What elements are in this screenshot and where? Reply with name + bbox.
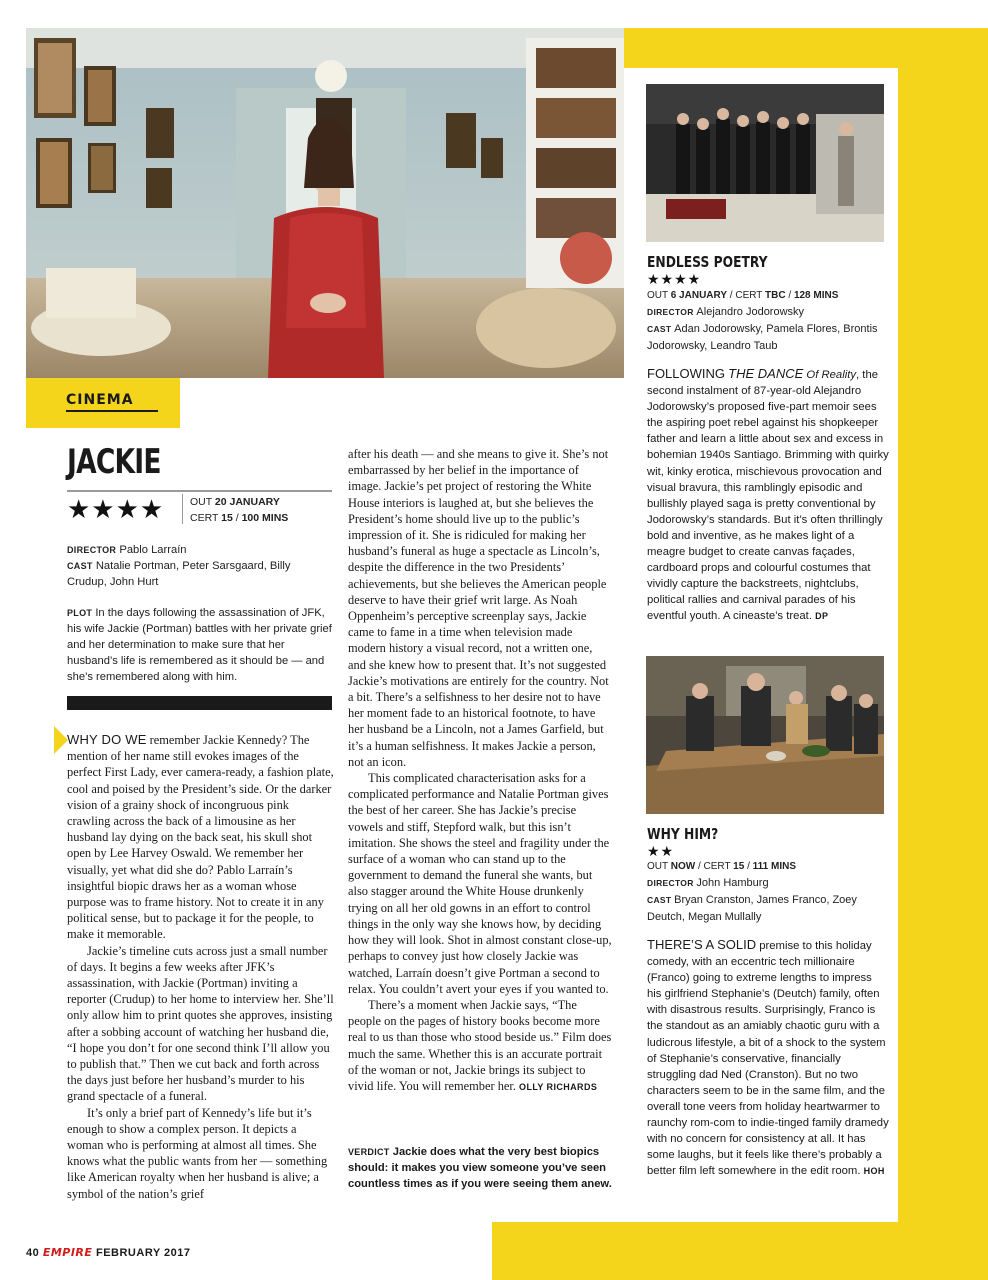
why-him-text: premise to this holiday comedy, with an eccentric tech millionaire (Franco) going to extreme lengths to impress his girlfriend Stephanie’s (Deutch) family, often with disastrous results. Surprisingly, Franco is the standout as an amiably chaotic guru with a ludicrous lifestyle, a bit of a shock to the system of Stephanie’s conservative, financially struggling dad Ned (Cranston). But no two characters seem to be in the same film, and the overall tone veers from holiday heartwarmer to raunchy rom-com to indie-tinged family dramedy with no concern for consistency at all. It has some laughs, but it feels like there’s probably a better film left somewhere in the edit room. [647,940,889,1178]
endless-poetry-signature: DP [815,611,829,622]
issue-date: FEBRUARY 2017 [95,1247,191,1259]
cast-list: Bryan Cranston, James Franco, Zoey Deutch, Megan Mullally [647,894,857,923]
cast-list: Natalie Portman, Peter Sarsgaard, Billy Crudup, John Hurt [67,560,291,588]
jackie-paragraph-1: remember Jackie Kennedy? The mention of her name still evokes images of the perfect First Lady, ever camera-ready, a fashion plate, cool and poised by the President’s side. Or the darker vision of a grainy shock of incongruous pink crawling across the back of a limousine as her husband lay dying on the back seat, his skull shot open by Lee Harvey Oswald. We remember her visually, yet what did she do? Pablo Larraín’s insightful biopic draws her as a woman whose purpose was to frame history. Not to create it in any political sense, but to package it for the people, to make it memorable. [67,733,334,942]
why-him-title: WHY HIM? [647,825,719,843]
runtime: 128 MINS [793,290,839,301]
jackie-photo [26,28,624,378]
jackie-rating-rule [67,490,332,492]
jackie-star-rating: ★★★★ [67,494,165,524]
cert-label: CERT [735,290,763,301]
endless-poetry-lead-title-rest: Of Reality [806,369,857,381]
director-label: DIRECTOR [647,878,694,888]
out-label: OUT [190,496,212,508]
cert-value: 15 [221,512,233,524]
jackie-body-col2 [348,446,612,1095]
director-label: DIRECTOR [67,545,117,555]
cast-list: Adan Jodorowsky, Pamela Flores, Brontis Jodorowsky, Leandro Taub [647,323,878,352]
cast-label: CAST [647,895,672,905]
jackie-paragraph-4: after his death — and she means to give it. She’s not embarrassed by her belief in the importance of image. Jackie’s pet project of restoring the White House interiors is laughed at, but she believes the President’s home should live up to the public’s impression of it. She is ridiculed for making her husband’s funeral as huge a spectacle as Lincoln’s, despite the difference in the two Presidents’ achievements, but she believes the American people deserve to have their grief writ large. As Noah Oppenheim’s perceptive screenplay says, Jackie came to fame in a time when television made modern history a visual record, not a written one, and she knew how to present that. It’s not suggested Jackie’s motivations are entirely for the country. Not a bit. There’s a selfishness to her desire not to have her moment fade to an historical footnote, to have her husband be a Lincoln, not a James Garfield, but it’s a human selfishness. It makes Jackie a person, not an icon. [348,447,609,769]
out-label: OUT [647,290,668,301]
magazine-logo: EMPIRE [42,1246,93,1259]
verdict-text: Jackie does what the very best biopics should: it makes you view someone you’ve seen countless times as if you were seeing them anew. [348,1146,612,1190]
jackie-meta-divider [182,494,183,524]
jackie-release-info: OUT 20 JANUARY CERT 15 / 100 MINS [190,496,289,524]
runtime: 100 MINS [241,512,289,524]
why-him-photo [646,656,884,814]
plot-label: PLOT [67,608,93,618]
page-footer [26,1246,191,1259]
jackie-paragraph-5: This complicated characterisation asks for a complicated performance and Natalie Portman gives the best of her career. She has Jackie’s precise vowels and stiff, Stepford walk, but this isn’t imitation. She shows the steel and fragility under the surface of a woman who can stand up to the government to demand the funeral she wants, but also stagger around the White House drunkenly trying on all her old gowns in an effort to control things in the only way she knows how, by deciding how they will look. Shot in almost constant close-up, perhaps to convey just how closely Jackie was watched, Larraín doesn’t give Portman a second to relax. You couldn’t avert your eyes if you wanted to. [348,771,612,996]
section-label: CINEMA [66,392,158,412]
jackie-lead-in: WHY DO WE [67,732,147,747]
release-date: 6 JANUARY [670,290,728,301]
cast-label: CAST [647,324,672,334]
endless-poetry-photo [646,84,884,242]
endless-poetry-meta: OUT 6 JANUARY / CERT TBC / 128 MINS DIRECTOR Alejandro Jodorowsky CAST Adan Jodorowsky, Pamela Flores, Brontis Jodorowsky, Leandro Taub [647,290,878,352]
endless-poetry-lead-in: FOLLOWING [647,366,726,381]
page-number: 40 [26,1247,40,1259]
jackie-credits [67,542,327,590]
director-name: John Hamburg [696,877,769,889]
cast-label: CAST [67,561,93,571]
cert-value: 15 [733,861,745,872]
why-him-lead-in: THERE’S A SOLID [647,937,757,952]
why-him-signature: HOH [863,1166,885,1177]
endless-poetry-body [647,366,889,625]
jackie-divider-bar [67,696,332,710]
jackie-verdict [348,1144,612,1192]
why-him-body [647,937,889,1179]
jackie-signature: OLLY RICHARDS [519,1081,598,1092]
plot-text: In the days following the assassination of JFK, his wife Jackie (Portman) battles with her private grief and her determination to make sure that her husband’s life is remembered as it should be — and she’s remembered along with him. [67,607,332,683]
jackie-paragraph-6: There’s a moment when Jackie says, “The people on the pages of history books become more real to us than those who stood beside us.” Film does much the same. Whether this is an accurate portrait of the woman or not, Jackie brings its subject to vivid life. You will remember her. [348,997,612,1093]
cert-label: CERT [703,861,731,872]
verdict-label: VERDICT [348,1147,390,1157]
endless-poetry-text: , the second instalment of 87-year-old Alejandro Jodorowsky’s proposed five-part memoir sees the aspiring poet rebel against his shopkeeper father and learn a little about sex and excess in bohemian 1940s Santiago. Brimming with quirky wit, kinky erotica, mischievous provocation and visual bravura, this ramblingly episodic and bullishly played saga is pretty conventional by Jodorowsky’s standards. But it’s often thrillingly bold and inventive, as he makes light of a meagre budget to create canvas façades, cardboard props and colourful costumes that vividly capture the backstreets, nightclubs, political rallies and carnival parades of his eventful youth. A cineaste’s treat. [647,369,889,623]
release-date: 20 JANUARY [214,496,280,508]
why-him-meta: OUT NOW / CERT 15 / 111 MINS DIRECTOR John Hamburg CAST Bryan Cranston, James Franco, Zoey Deutch, Megan Mullally [647,861,857,923]
jackie-paragraph-3: It’s only a brief part of Kennedy’s life but it’s enough to show a complex person. It depicts a woman who is performing at almost all times. She knows what the public wants from her — something like American royalty when her husband is alive; a symbol of the nation’s grief [67,1105,328,1201]
release-date: NOW [670,861,696,872]
jackie-title: JACKIE [67,442,161,482]
why-him-star-rating: ★★ [647,843,675,859]
endless-poetry-title: ENDLESS POETRY [647,253,768,271]
jackie-body-col1 [67,732,335,1202]
jackie-paragraph-2: Jackie’s timeline cuts across just a small number of days. It begins a few weeks after JFK’s assassination, with Jackie (Portman) inviting a reporter (Crudup) to her home to interview her. She’ll only allow him to print quotes she approves, insisting after a sobbing account of watching her husband die, “I hope you don’t for one second think I’ll allow you to publish that.” Then we cut back and forth across the days just before her husband’s murder to his grand spectacle of a funeral. [67,943,334,1104]
yellow-band-right [898,28,988,1280]
endless-poetry-lead-title: THE DANCE [728,366,804,381]
jackie-plot [67,605,333,685]
out-label: OUT [647,861,668,872]
runtime: 111 MINS [752,861,796,872]
endless-poetry-star-rating: ★★★★ [647,271,702,287]
pointer-triangle [54,726,68,754]
cert-value: TBC [765,290,786,301]
yellow-band-bottom [492,1222,988,1280]
cert-label: CERT [190,512,219,524]
director-name: Pablo Larraín [119,544,187,556]
director-name: Alejandro Jodorowsky [696,306,805,318]
director-label: DIRECTOR [647,307,694,317]
